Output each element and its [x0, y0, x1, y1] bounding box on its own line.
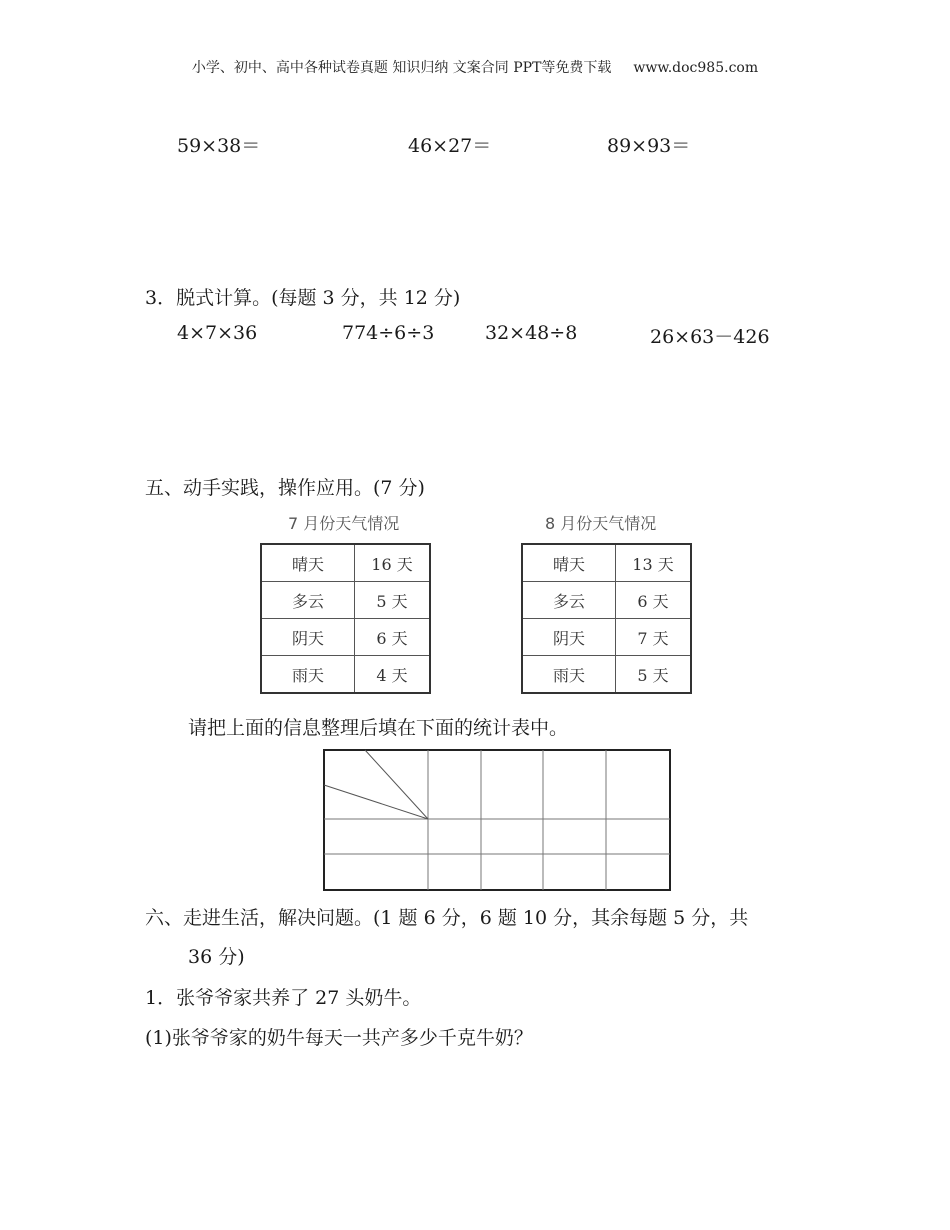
july-weather-table [260, 543, 431, 694]
table-row [522, 544, 691, 582]
table-row [522, 656, 691, 694]
weather-cell: 雨天 [522, 656, 616, 694]
weather-cell: 雨天 [261, 656, 355, 694]
calc-item-1: 59×38＝ [177, 135, 261, 157]
expr-item-2: 774÷6÷3 [342, 322, 435, 344]
days-cell: 6 天 [616, 582, 692, 619]
header-url: www.doc985.com [633, 60, 759, 76]
section5-title: 五、动手实践，操作应用。(7 分) [145, 477, 425, 499]
section6-title-line1: 六、走进生活，解决问题。(1 题 6 分，6 题 10 分，其余每题 5 分，共 [145, 907, 749, 929]
days-cell: 7 天 [616, 619, 692, 656]
weather-cell: 晴天 [522, 544, 616, 582]
weather-cell: 多云 [261, 582, 355, 619]
expr-item-1: 4×7×36 [177, 322, 258, 344]
days-cell: 5 天 [616, 656, 692, 694]
weather-cell: 阴天 [261, 619, 355, 656]
days-cell: 16 天 [355, 544, 431, 582]
table-row [261, 544, 430, 582]
section3-title: 3．脱式计算。(每题 3 分，共 12 分) [145, 287, 461, 309]
weather-cell: 多云 [522, 582, 616, 619]
statistics-table-blank [323, 749, 671, 891]
days-cell: 5 天 [355, 582, 431, 619]
table-row [261, 619, 430, 656]
expr-item-3: 32×48÷8 [485, 322, 578, 344]
weather-cell: 晴天 [261, 544, 355, 582]
table-row [522, 582, 691, 619]
section6-title-line2: 36 分) [188, 946, 245, 968]
august-caption: 8 月份天气情况 [545, 514, 657, 533]
question-1-sub-1: (1)张爷爷家的奶牛每天一共产多少千克牛奶？ [145, 1027, 533, 1049]
question-1: 1．张爷爷家共养了 27 头奶牛。 [145, 987, 422, 1009]
table-row [522, 619, 691, 656]
weather-cell: 阴天 [522, 619, 616, 656]
section5-instruction: 请把上面的信息整理后填在下面的统计表中。 [188, 717, 569, 739]
days-cell: 6 天 [355, 619, 431, 656]
header-text: 小学、初中、高中各种试卷真题 知识归纳 文案合同 PPT等免费下载 [191, 60, 612, 76]
table-row [261, 656, 430, 694]
table-row [261, 582, 430, 619]
august-weather-table [521, 543, 692, 694]
calc-item-2: 46×27＝ [408, 135, 492, 157]
days-cell: 4 天 [355, 656, 431, 694]
days-cell: 13 天 [616, 544, 692, 582]
page-header [0, 57, 950, 77]
july-caption: 7 月份天气情况 [288, 514, 400, 533]
calc-item-3: 89×93＝ [607, 135, 691, 157]
expr-item-4: 26×63－426 [650, 326, 770, 348]
